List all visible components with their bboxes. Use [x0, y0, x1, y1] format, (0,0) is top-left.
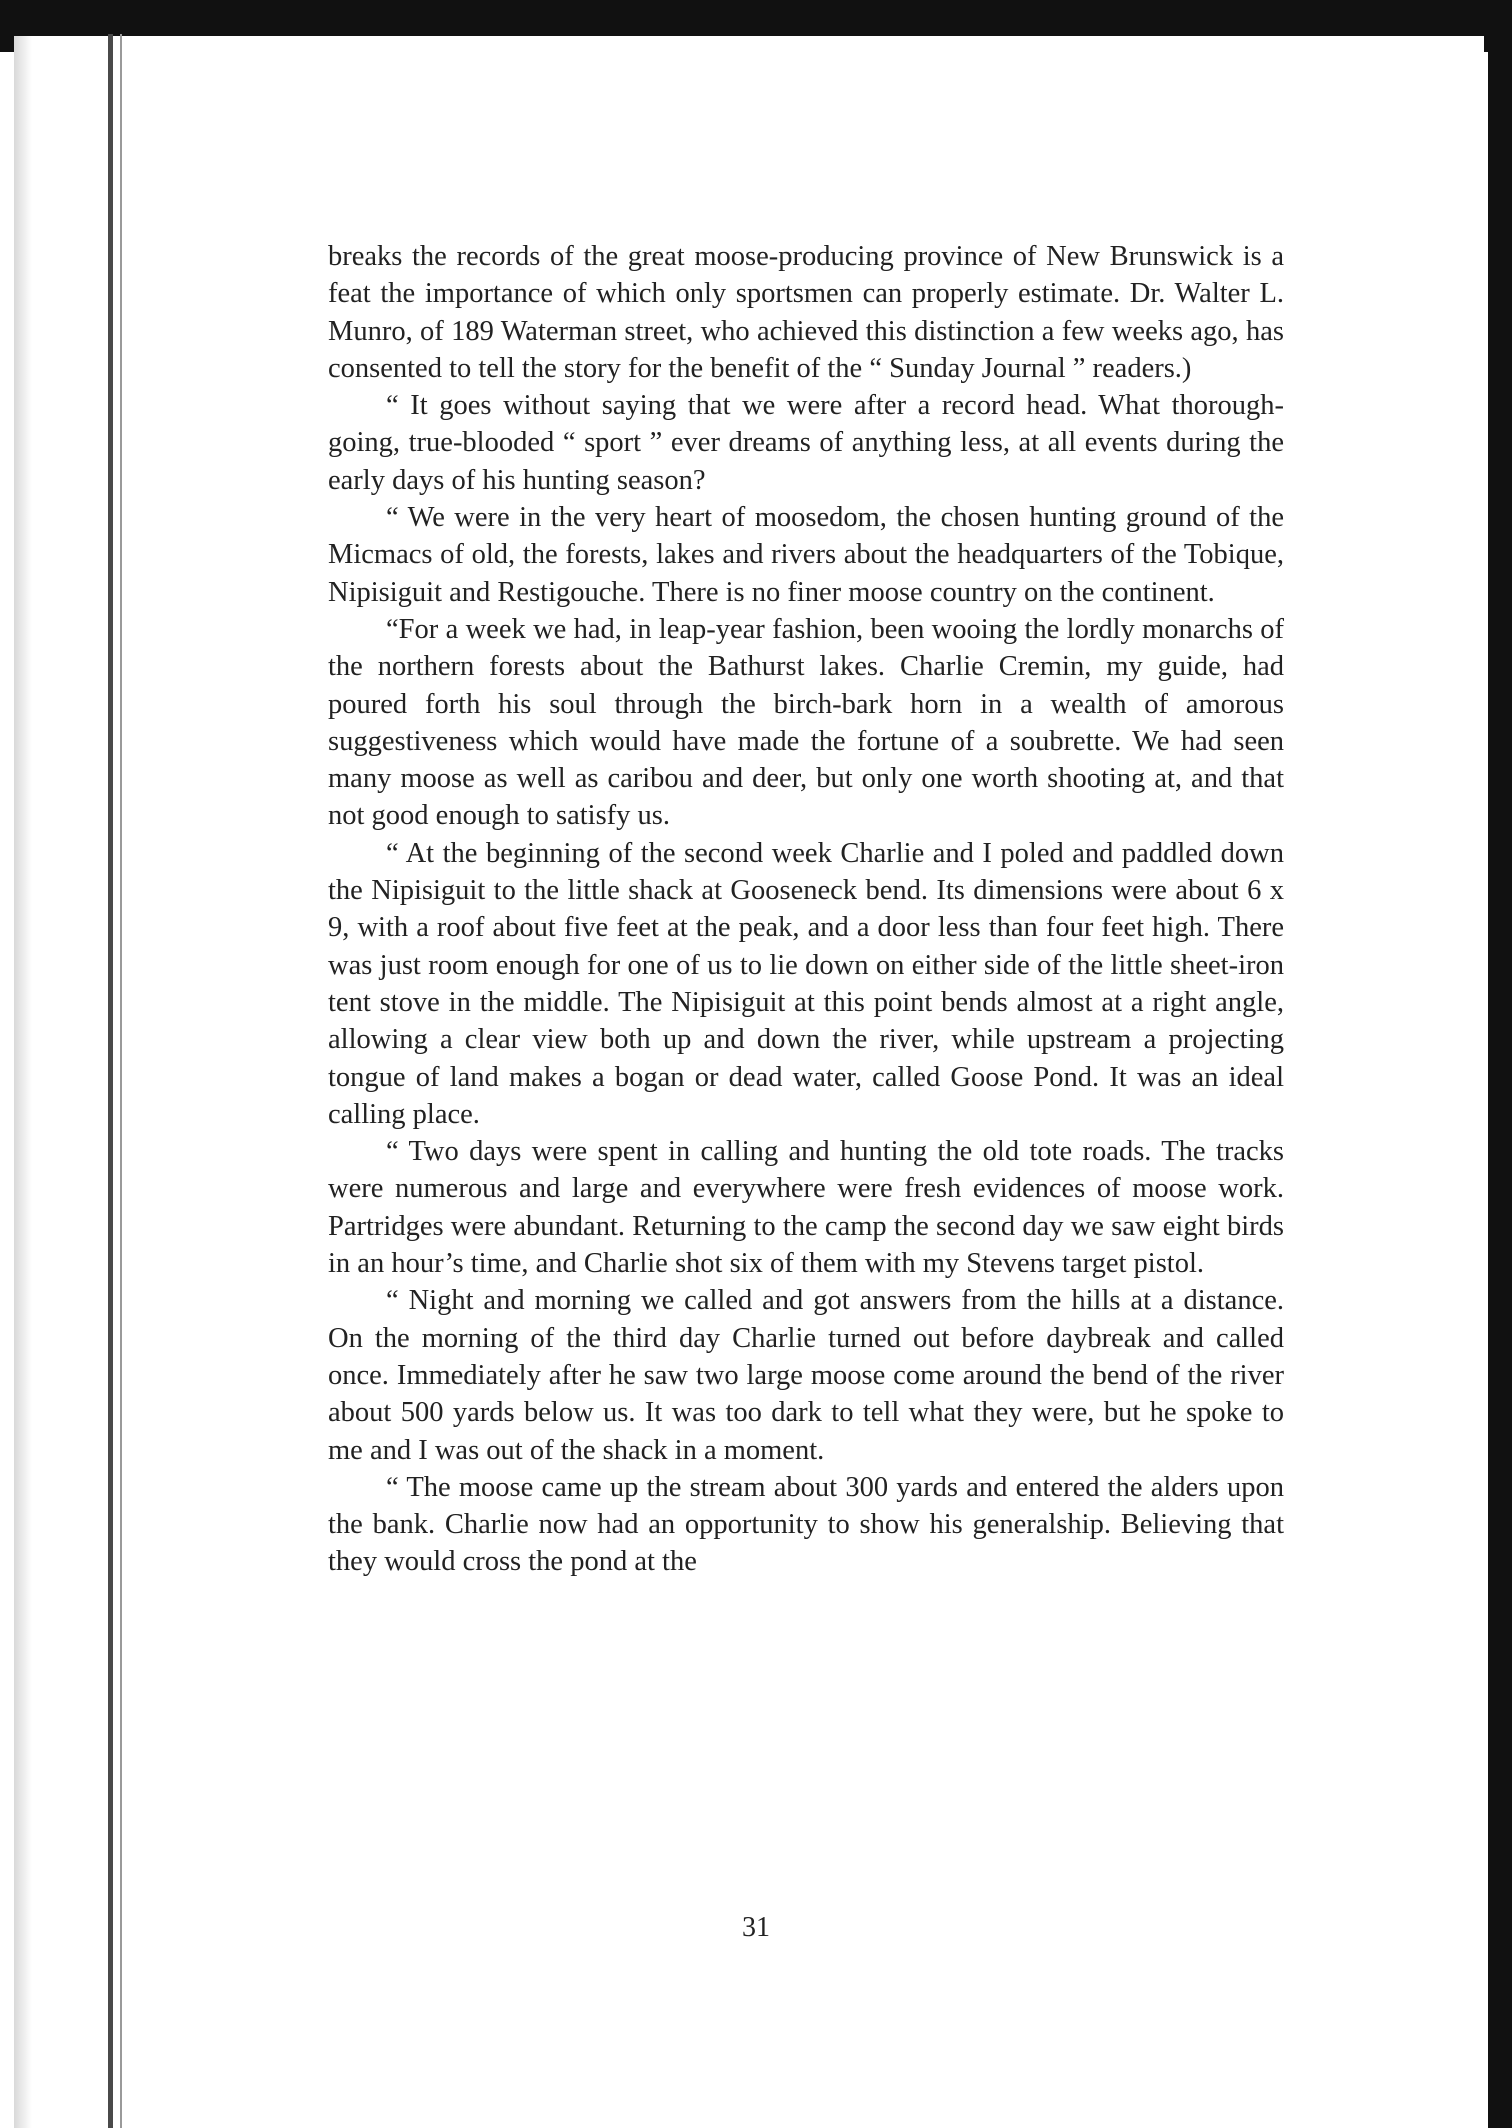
binding-edge-line — [108, 34, 113, 2128]
paragraph: “ At the beginning of the second week Charlie and I poled and paddled down the Nipisiguit to the little shack at Gooseneck bend. Its dimensions were about 6 x 9, with a roof about five feet at the peak, and a door less than four feet high. There was just room enough for one of us to lie down on either side of the little sheet-iron tent stove in the middle. The Nipisiguit at this point bends almost at a right angle, allowing a clear view both up and down the river, while upstream a projecting tongue of land makes a bogan or dead water, called Goose Pond. It was an ideal calling place. — [328, 837, 1284, 1130]
scan-right-border — [1488, 0, 1512, 2128]
page-gutter-shadow — [14, 36, 32, 2128]
binding-edge-line-faint — [120, 34, 122, 2128]
paragraph: “For a week we had, in leap-year fashion, been wooing the lordly monarchs of the northern forests about the Bathurst lakes. Charlie Cremin, my guide, had poured forth his soul through the birch-bark horn in a wealth of amorous suggestiveness which would have made the fortune of a soubrette. We had seen many moose as well as caribou and deer, but only one worth shooting at, and that not good enough to satisfy us. — [328, 613, 1284, 832]
paragraph: “ Night and morning we called and got answers from the hills at a distance. On the morning of the third day Charlie turned out before daybreak and called once. Immediately after he saw two large moose come around the bend of the river about 500 yards below us. It was too dark to tell what they were, but he spoke to me and I was out of the shack in a moment. — [328, 1285, 1284, 1466]
paragraph: “ Two days were spent in calling and hunting the old tote roads. The tracks were numerous and large and everywhere were fresh evidences of moose work. Partridges were abundant. Returning to the camp the second day we saw eight birds in an hour’s time, and Charlie shot six of them with my Stevens target pistol. — [328, 1136, 1284, 1280]
paragraph: “ It goes without saying that we were after a record head. What thorough-going, true-blooded “ sport ” ever dreams of anything less, at all events during the early days of his hunting season? — [328, 390, 1284, 496]
body-text — [328, 238, 1284, 1581]
paragraph: “ We were in the very heart of moosedom, the chosen hunting ground of the Micmacs of old, the forests, lakes and rivers about the headquarters of the Tobique, Nipisiguit and Restigouche. There is no finer moose country on the continent. — [328, 502, 1284, 608]
paragraph: breaks the records of the great moose-producing province of New Brunswick is a feat the importance of which only sportsmen can properly estimate. Dr. Walter L. Munro, of 189 Waterman street, who achieved this distinction a few weeks ago, has consented to tell the story for the benefit of the “ Sunday Journal ” readers.) — [328, 241, 1284, 384]
paragraph: “ The moose came up the stream about 300 yards and entered the alders upon the bank. Charlie now had an opportunity to show his generalship. Believing that they would cross the pond at the — [328, 1471, 1284, 1578]
page-number: 31 — [742, 1912, 770, 1943]
